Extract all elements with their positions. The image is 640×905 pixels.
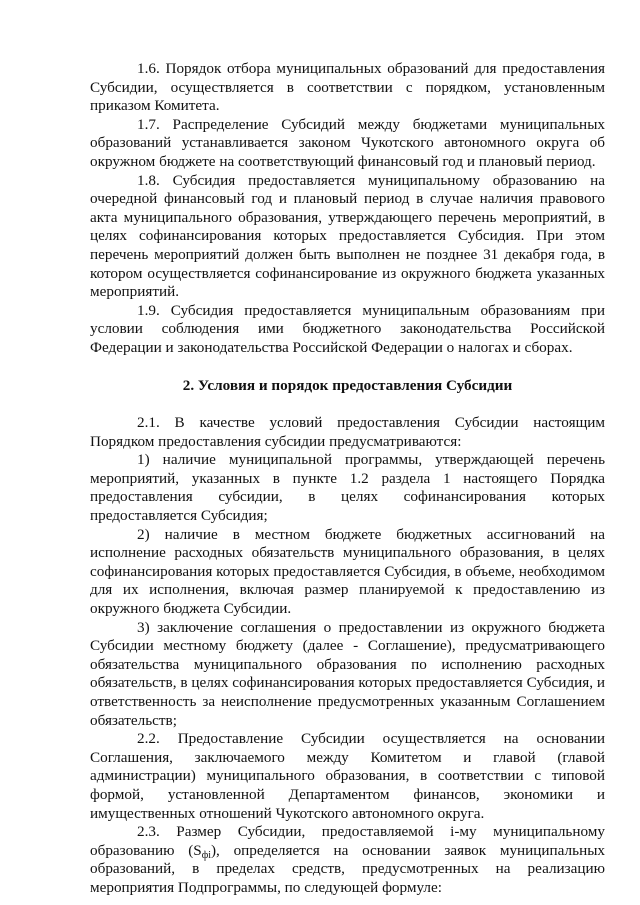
paragraph-2-3-start: 2.3. Размер Субсидии, предоставляемой i-му муниципальному образованию ( [90,823,605,859]
list-item-condition-2: 2) наличие в местном бюджете бюджетных ассигнований на исполнение расходных обязательств муниципального образования, в целях софинансирования которых предоставляется Субсидия, в объеме, необходимом для их исполнения, включая размер планируемой к предоставлению из окружного бюджета Субсидии. [90,525,605,618]
paragraph-2-1: 2.1. В качестве условий предоставления Субсидии настоящим Порядком предоставления субсидии предусматриваются: [90,414,605,450]
section-heading: 2. Условия и порядок предоставления Субсидии [182,376,513,394]
paragraph-1-9: 1.9. Субсидия предоставляется муниципальным образованиям при условии соблюдения ими бюджетного законодательства Российской Федерации и законодательства Российской Федерации о налогах и сборах. [90,301,605,356]
paragraph-1-8: 1.8. Субсидия предоставляется муниципальному образованию на очередной финансовый год и плановый период в случае наличия правового акта муниципального образования, утверждающего перечень мероприятий, в целях софинансирования которых предоставляется Субсидия. При этом перечень мероприятий должен быть выполнен не позднее 31 декабря года, в котором осуществляется софинансирование из окружного бюджета указанных мероприятий. [90,171,605,301]
list-item-condition-3: 3) заключение соглашения о предоставлении из окружного бюджета Субсидии местному бюджету (далее - Соглашение), предусматривающего обязательства муниципального образования по исполнению расходных обязательств, в целях софинансирования которых предоставляется Субсидия, и ответственность за неисполнение предусмотренных указанным Соглашением обязательств; [90,618,605,729]
subsidy-symbol-base: S [193,841,202,859]
paragraph-1-6: 1.6. Порядок отбора муниципальных образований для предоставления Субсидии, осуществляется в соответствии с порядком, установленным приказом Комитета. [90,60,605,115]
paragraph-2-3 [90,823,605,897]
paragraph-2-3-end: ), определяется на основании заявок муниципальных образований, в пределах средств, предусмотренных на реализацию мероприятия Подпрограммы, по следующей формуле: [90,841,605,896]
list-item-condition-1: 1) наличие муниципальной программы, утверждающей перечень мероприятий, указанных в пункте 1.2 раздела 1 настоящего Порядка предоставления субсидии, в целях софинансирования которых предоставляется Субсидия; [90,451,605,525]
subsidy-symbol-subscript: фi [201,849,211,861]
paragraph-1-7: 1.7. Распределение Субсидий между бюджетами муниципальных образований устанавливается законом Чукотского автономного округа об окружном бюджете на соответствующий финансовый год и плановый период. [90,115,605,170]
subsidy-symbol [193,842,211,859]
paragraph-2-2: 2.2. Предоставление Субсидии осуществляется на основании Соглашения, заключаемого между Комитетом и главой (главой администрации) муниципального образования, в соответствии с типовой формой, установленной Департаментом финансов, экономики и имущественных отношений Чукотского автономного округа. [90,730,605,822]
document-page [90,60,605,898]
